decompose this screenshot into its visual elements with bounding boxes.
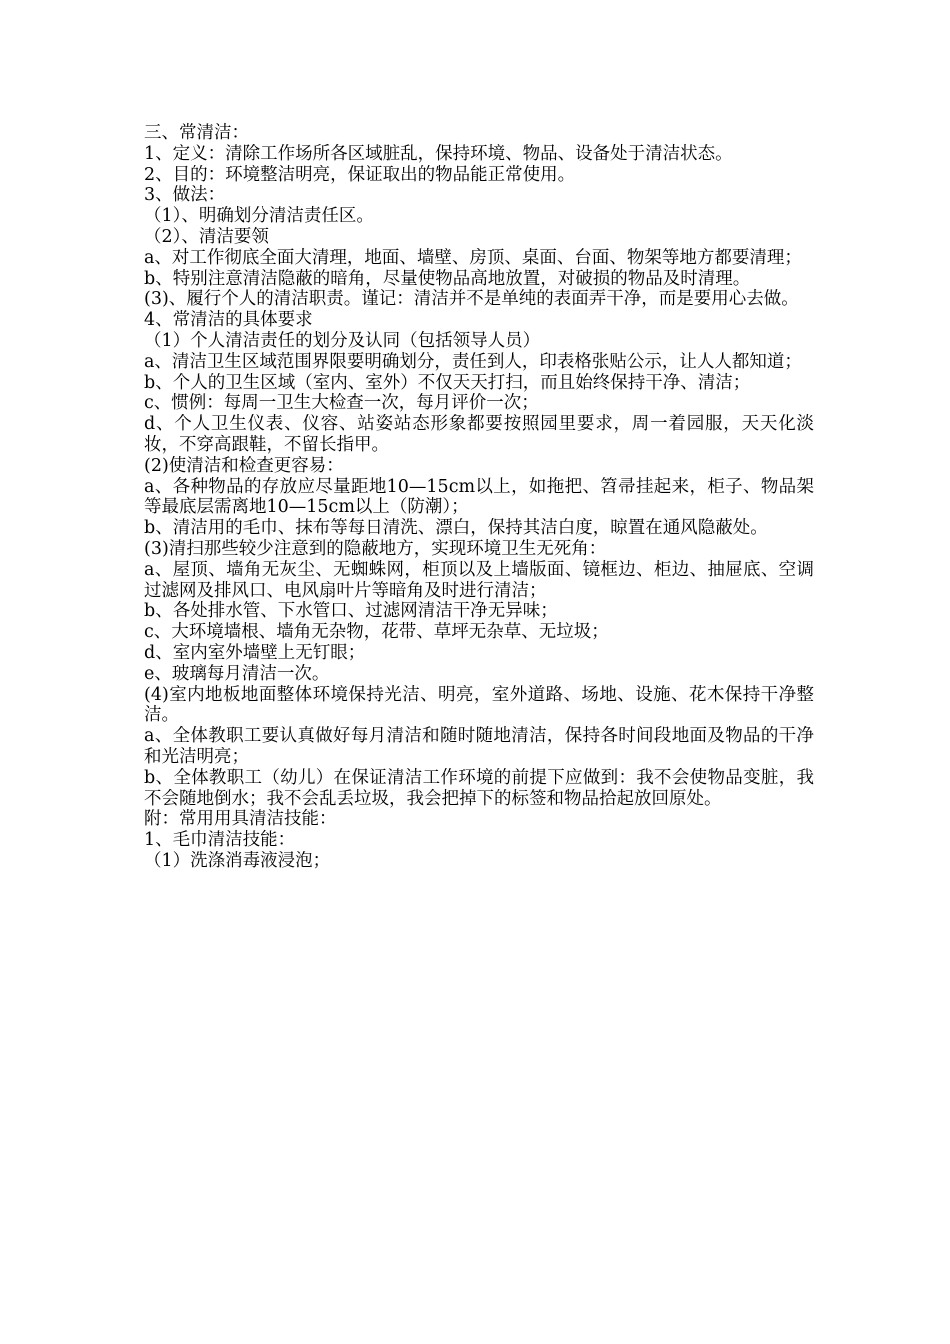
paragraph: b、清洁用的毛巾、抹布等每日清洗、漂白，保持其洁白度，晾置在通风隐蔽处。 xyxy=(144,518,768,539)
paragraph: c、大环境墙根、墙角无杂物，花带、草坪无杂草、无垃圾； xyxy=(144,622,609,643)
paragraph: (3)清扫那些较少注意到的隐蔽地方，实现环境卫生无死角： xyxy=(144,538,607,559)
paragraph: 1、毛巾清洁技能： xyxy=(144,830,296,851)
paragraph: （1）、明确划分清洁责任区。 xyxy=(144,206,374,227)
paragraph: (3)、履行个人的清洁职责。谨记：清洁并不是单纯的表面弄干净，而是要用心去做。 xyxy=(144,289,799,310)
paragraph: a、对工作彻底全面大清理，地面、墙壁、房顶、桌面、台面、物架等地方都要清理； xyxy=(144,247,802,268)
paragraph: 1、定义：清除工作场所各区域脏乱，保持环境、物品、设备处于清洁状态。 xyxy=(144,143,733,164)
paragraph: a、清洁卫生区域范围界限要明确划分，责任到人，印表格张贴公示，让人人都知道； xyxy=(144,351,802,372)
paragraph: 2、目的：环境整洁明亮，保证取出的物品能正常使用。 xyxy=(144,164,576,185)
paragraph: e、玻璃每月清洁一次。 xyxy=(144,663,330,684)
paragraph: （1）个人清洁责任的划分及认同（包括领导人员） xyxy=(144,330,541,351)
paragraph: a、全体教职工要认真做好每月清洁和随时随地清洁，保持各时间段地面及物品的干净和光洁明亮； xyxy=(144,726,814,767)
paragraph: b、特别注意清洁隐蔽的暗角，尽量使物品高地放置，对破损的物品及时清理。 xyxy=(144,268,751,289)
paragraph: （2）、清洁要领 xyxy=(144,226,269,247)
paragraph: a、屋顶、墙角无灰尘、无蜘蛛网，柜顶以及上墙版面、镜框边、柜边、抽屉底、空调过滤网及排风口、电风扇叶片等暗角及时进行清洁； xyxy=(144,559,814,601)
paragraph: b、全体教职工（幼儿）在保证清洁工作环境的前提下应做到：我不会使物品变脏，我不会随地倒水；我不会乱丢垃圾，我会把掉下的标签和物品拾起放回原处。 xyxy=(144,767,814,809)
paragraph: 3、做法： xyxy=(144,185,226,206)
paragraph: (2)使清洁和检查更容易： xyxy=(144,455,344,476)
paragraph: d、室内室外墙壁上无钉眼； xyxy=(144,642,366,663)
paragraph: d、个人卫生仪表、仪容、站姿站态形象都要按照园里要求，周一着园服，天天化淡妆，不穿高跟鞋，不留长指甲。 xyxy=(144,414,814,455)
paragraph: 4、常清洁的具体要求 xyxy=(144,310,313,331)
paragraph: b、个人的卫生区域（室内、室外）不仅天天打扫，而且始终保持干净、清洁； xyxy=(144,372,751,393)
paragraph: 附：常用用具清洁技能： xyxy=(144,809,337,830)
paragraph: c、惯例：每周一卫生大检查一次，每月评价一次； xyxy=(144,393,539,414)
paragraph: b、各处排水管、下水管口、过滤网清洁干净无异味； xyxy=(144,601,558,622)
document-page xyxy=(144,123,814,872)
paragraph: a、各种物品的存放应尽量距地10—15cm以上，如拖把、笤帚挂起来，柜子、物品架等最底层需离地10—15cm以上（防潮）； xyxy=(144,476,814,518)
paragraph: （1）洗涤消毒液浸泡； xyxy=(144,850,331,871)
section-heading: 三、常清洁： xyxy=(144,123,249,143)
paragraph: (4)室内地板地面整体环境保持光洁、明亮，室外道路、场地、设施、花木保持干净整洁。 xyxy=(144,684,814,726)
